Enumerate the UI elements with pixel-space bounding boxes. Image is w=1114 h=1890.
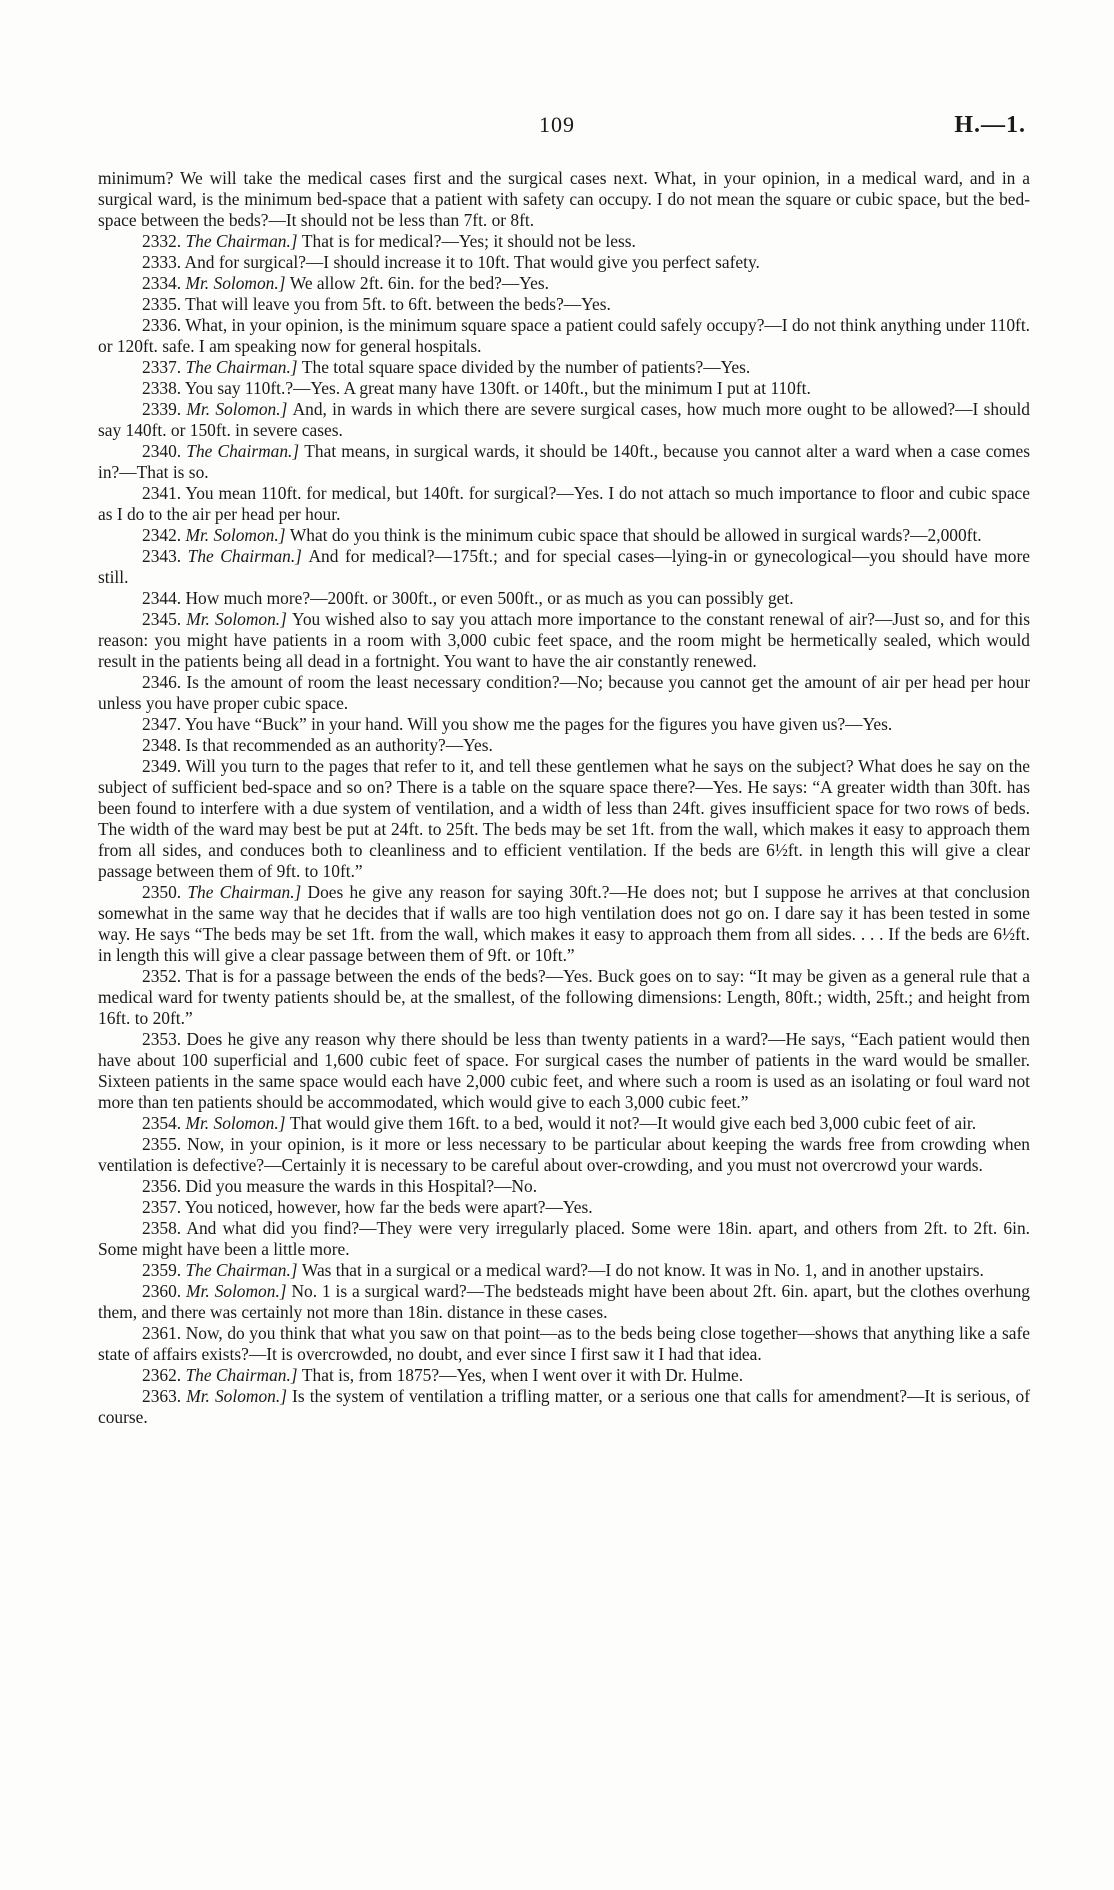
question-number: 2358. (142, 1218, 187, 1238)
paragraph-text: And for surgical?—I should increase it to 10ft. That would give you perfect safety. (184, 252, 760, 272)
speaker-name: The Chairman.] (187, 882, 308, 902)
paragraph-text: That means, in surgical wards, it should be 140ft., because you cannot alter a ward when a case comes in?—That is so. (98, 441, 1031, 482)
question-number: 2362. (142, 1365, 186, 1385)
testimony-paragraph (98, 1029, 1030, 1113)
testimony-paragraph (98, 1218, 1030, 1260)
speaker-name: Mr. Solomon.] (186, 399, 293, 419)
question-number: 2339. (142, 399, 187, 419)
question-number: 2349. (142, 756, 186, 776)
speaker-name: The Chairman.] (185, 357, 302, 377)
paragraph-text: Does he give any reason for saying 30ft.?—He does not; but I suppose he arrives at that conclusion somewhat in the same way that he decides that if walls are too high ventilation does not go on. I dare say it has been tested in some way. He says “The beds may be set 1ft. from the wall, which makes it easy to approach them from all sides. . . . If the beds are 6½ft. in length this will give a clear passage between them of 9ft. or 10ft.” (98, 882, 1030, 965)
paragraph-text: Did you measure the wards in this Hospital?—No. (185, 1176, 538, 1196)
paragraph-text: Is the system of ventilation a trifling matter, or a serious one that calls for amendment?—It is serious, of course. (98, 1386, 1030, 1427)
testimony-paragraph (98, 441, 1030, 483)
question-number: 2346. (142, 672, 187, 692)
testimony-paragraph (98, 588, 1030, 609)
testimony-paragraph (98, 168, 1030, 231)
question-number: 2347. (142, 714, 185, 734)
testimony-paragraph (98, 1176, 1030, 1197)
question-number: 2340. (142, 441, 187, 461)
question-number: 2334. (142, 273, 186, 293)
question-number: 2355. (142, 1134, 188, 1154)
question-number: 2335. (142, 294, 186, 314)
paragraph-text: No. 1 is a surgical ward?—The bedsteads might have been about 2ft. 6in. apart, but the clothes overhung them, and there was certainly not more than 18in. distance in these cases. (98, 1281, 1030, 1322)
paragraph-text: Is the amount of room the least necessary condition?—No; because you cannot get the amount of air per head per hour unless you have proper cubic space. (98, 672, 1030, 713)
paragraph-text: And for medical?—175ft.; and for special cases—lying-in or gynecological—you should have more still. (98, 546, 1030, 587)
testimony-paragraph (98, 756, 1030, 882)
testimony-paragraph (98, 483, 1030, 525)
paragraph-text: That is, from 1875?—Yes, when I went over it with Dr. Hulme. (301, 1365, 744, 1385)
paragraph-text: How much more?—200ft. or 300ft., or even 500ft., or as much as you can possibly get. (185, 588, 794, 608)
speaker-name: Mr. Solomon.] (185, 525, 290, 545)
question-number: 2332. (142, 231, 186, 251)
question-number: 2356. (142, 1176, 186, 1196)
speaker-name: Mr. Solomon.] (185, 1113, 290, 1133)
testimony-paragraph (98, 525, 1030, 546)
paragraph-text: Will you turn to the pages that refer to it, and tell these gentlemen what he says on the subject? What does he say on the subject of sufficient bed-space and so on? There is a table on the square space there?—Yes. He says: “A greater width than 30ft. has been found to interfere with a due system of ventilation, and a width of less than 24ft. gives insufficient space for two rows of beds. The width of the ward may best be put at 24ft. to 25ft. The beds may be set 1ft. from the wall, which makes it easy to approach them from all sides, and conduces both to cleanliness and to efficient ventilation. If the beds are 6½ft. in length this will give a clear passage between them of 9ft. to 10ft.” (98, 756, 1030, 881)
paragraph-text: You wished also to say you attach more importance to the constant renewal of air?—Just so, and for this reason: you might have patients in a room with 3,000 cubic feet space, and the room might be hermetically sealed, which would result in the patients being all dead in a fortnight. You want to have the air constantly renewed. (98, 609, 1030, 671)
testimony-paragraph (98, 252, 1030, 273)
testimony-paragraph (98, 609, 1030, 672)
paragraph-text: We allow 2ft. 6in. for the bed?—Yes. (289, 273, 549, 293)
question-number: 2341. (142, 483, 186, 503)
question-number: 2344. (142, 588, 186, 608)
paragraph-text: minimum? We will take the medical cases first and the surgical cases next. What, in your opinion, in a medical ward, and in a surgical ward, is the minimum bed-space that a patient with safety can occupy. I do not mean the square or cubic space, but the bed-space between the beds?—It should not be less than 7ft. or 8ft. (98, 168, 1030, 230)
testimony-paragraph (98, 735, 1030, 756)
paragraph-text: You say 110ft.?—Yes. A great many have 130ft. or 140ft., but the minimum I put at 110ft. (184, 378, 811, 398)
paragraph-text: And what did you find?—They were very irregularly placed. Some were 18in. apart, and others from 2ft. to 2ft. 6in. Some might have been a little more. (98, 1218, 1030, 1259)
speaker-name: Mr. Solomon.] (186, 1386, 293, 1406)
testimony-paragraph (98, 1386, 1030, 1428)
body-text (98, 168, 1030, 1428)
testimony-paragraph (98, 1281, 1030, 1323)
paragraph-text: You noticed, however, how far the beds were apart?—Yes. (184, 1197, 593, 1217)
paragraph-text: Now, in your opinion, is it more or less necessary to be particular about keeping the wards free from crowding when ventilation is defective?—Certainly it is necessary to be careful about over-crowding, and you must not overcrowd your wards. (98, 1134, 1030, 1175)
speaker-name: The Chairman.] (185, 1365, 302, 1385)
testimony-paragraph (98, 882, 1030, 966)
testimony-paragraph (98, 1197, 1030, 1218)
testimony-paragraph (98, 1323, 1030, 1365)
testimony-paragraph (98, 672, 1030, 714)
paragraph-text: Was that in a surgical or a medical ward?—I do not know. It was in No. 1, and in another upstairs. (301, 1260, 984, 1280)
question-number: 2360. (142, 1281, 187, 1301)
question-number: 2337. (142, 357, 186, 377)
paragraph-text: That would give them 16ft. to a bed, would it not?—It would give each bed 3,000 cubic feet of air. (289, 1113, 977, 1133)
question-number: 2363. (142, 1386, 187, 1406)
testimony-paragraph (98, 273, 1030, 294)
testimony-paragraph (98, 357, 1030, 378)
speaker-name: Mr. Solomon.] (185, 273, 290, 293)
paragraph-text: You have “Buck” in your hand. Will you show me the pages for the figures you have given us?—Yes. (184, 714, 893, 734)
testimony-paragraph (98, 1134, 1030, 1176)
question-number: 2361. (142, 1323, 186, 1343)
testimony-paragraph (98, 546, 1030, 588)
question-number: 2333. (142, 252, 185, 272)
question-number: 2338. (142, 378, 185, 398)
speaker-name: The Chairman.] (185, 1260, 302, 1280)
running-head: H.—1. (954, 112, 1026, 138)
question-number: 2342. (142, 525, 186, 545)
question-number: 2359. (142, 1260, 186, 1280)
testimony-paragraph (98, 1260, 1030, 1281)
question-number: 2350. (142, 882, 188, 902)
speaker-name: The Chairman.] (185, 231, 302, 251)
testimony-paragraph (98, 399, 1030, 441)
question-number: 2357. (142, 1197, 185, 1217)
speaker-name: The Chairman.] (186, 441, 305, 461)
paragraph-text: You mean 110ft. for medical, but 140ft. for surgical?—Yes. I do not attach so much importance to floor and cubic space as I do to the air per head per hour. (98, 483, 1030, 524)
question-number: 2343. (142, 546, 188, 566)
testimony-paragraph (98, 1113, 1030, 1134)
question-number: 2336. (142, 315, 186, 335)
paragraph-text: What, in your opinion, is the minimum square space a patient could safely occupy?—I do not think anything under 110ft. or 120ft. safe. I am speaking now for general hospitals. (98, 315, 1030, 356)
paragraph-text: That is for medical?—Yes; it should not be less. (301, 231, 636, 251)
question-number: 2345. (142, 609, 187, 629)
testimony-paragraph (98, 966, 1030, 1029)
speaker-name: Mr. Solomon.] (186, 609, 292, 629)
testimony-paragraph (98, 315, 1030, 357)
paragraph-text: What do you think is the minimum cubic space that should be allowed in surgical wards?—2,000ft. (289, 525, 982, 545)
paragraph-text: The total square space divided by the number of patients?—Yes. (301, 357, 751, 377)
question-number: 2352. (142, 966, 186, 986)
testimony-paragraph (98, 378, 1030, 399)
testimony-paragraph (98, 231, 1030, 252)
question-number: 2353. (142, 1029, 187, 1049)
question-number: 2348. (142, 735, 186, 755)
paragraph-text: That will leave you from 5ft. to 6ft. between the beds?—Yes. (185, 294, 611, 314)
testimony-paragraph (98, 1365, 1030, 1386)
question-number: 2354. (142, 1113, 186, 1133)
testimony-paragraph (98, 294, 1030, 315)
paragraph-text: And, in wards in which there are severe surgical cases, how much more ought to be allowed?—I should say 140ft. or 150ft. in severe cases. (98, 399, 1030, 440)
paragraph-text: Is that recommended as an authority?—Yes. (185, 735, 493, 755)
paragraph-text: That is for a passage between the ends of the beds?—Yes. Buck goes on to say: “It may be given as a general rule that a medical ward for twenty patients should be, at the smallest, of the following dimensions: Length, 80ft.; width, 25ft.; and height from 16ft. to 20ft.” (98, 966, 1030, 1028)
paragraph-text: Now, do you think that what you saw on that point—as to the beds being close together—shows that anything like a safe state of affairs exists?—It is overcrowded, no doubt, and ever since I first saw it I had that idea. (98, 1323, 1030, 1364)
speaker-name: Mr. Solomon.] (186, 1281, 292, 1301)
paragraph-text: Does he give any reason why there should be less than twenty patients in a ward?—He says, “Each patient would then have about 100 superficial and 1,600 cubic feet of space. For surgical cases the number of patients in the ward would be smaller. Sixteen patients in the same space would each have 2,000 cubic feet, and where such a room is used as an isolating or foul ward not more than ten patients should be accommodated, which would give to each 3,000 cubic feet.” (98, 1029, 1030, 1112)
speaker-name: The Chairman.] (187, 546, 309, 566)
testimony-paragraph (98, 714, 1030, 735)
page-number: 109 (539, 112, 575, 137)
